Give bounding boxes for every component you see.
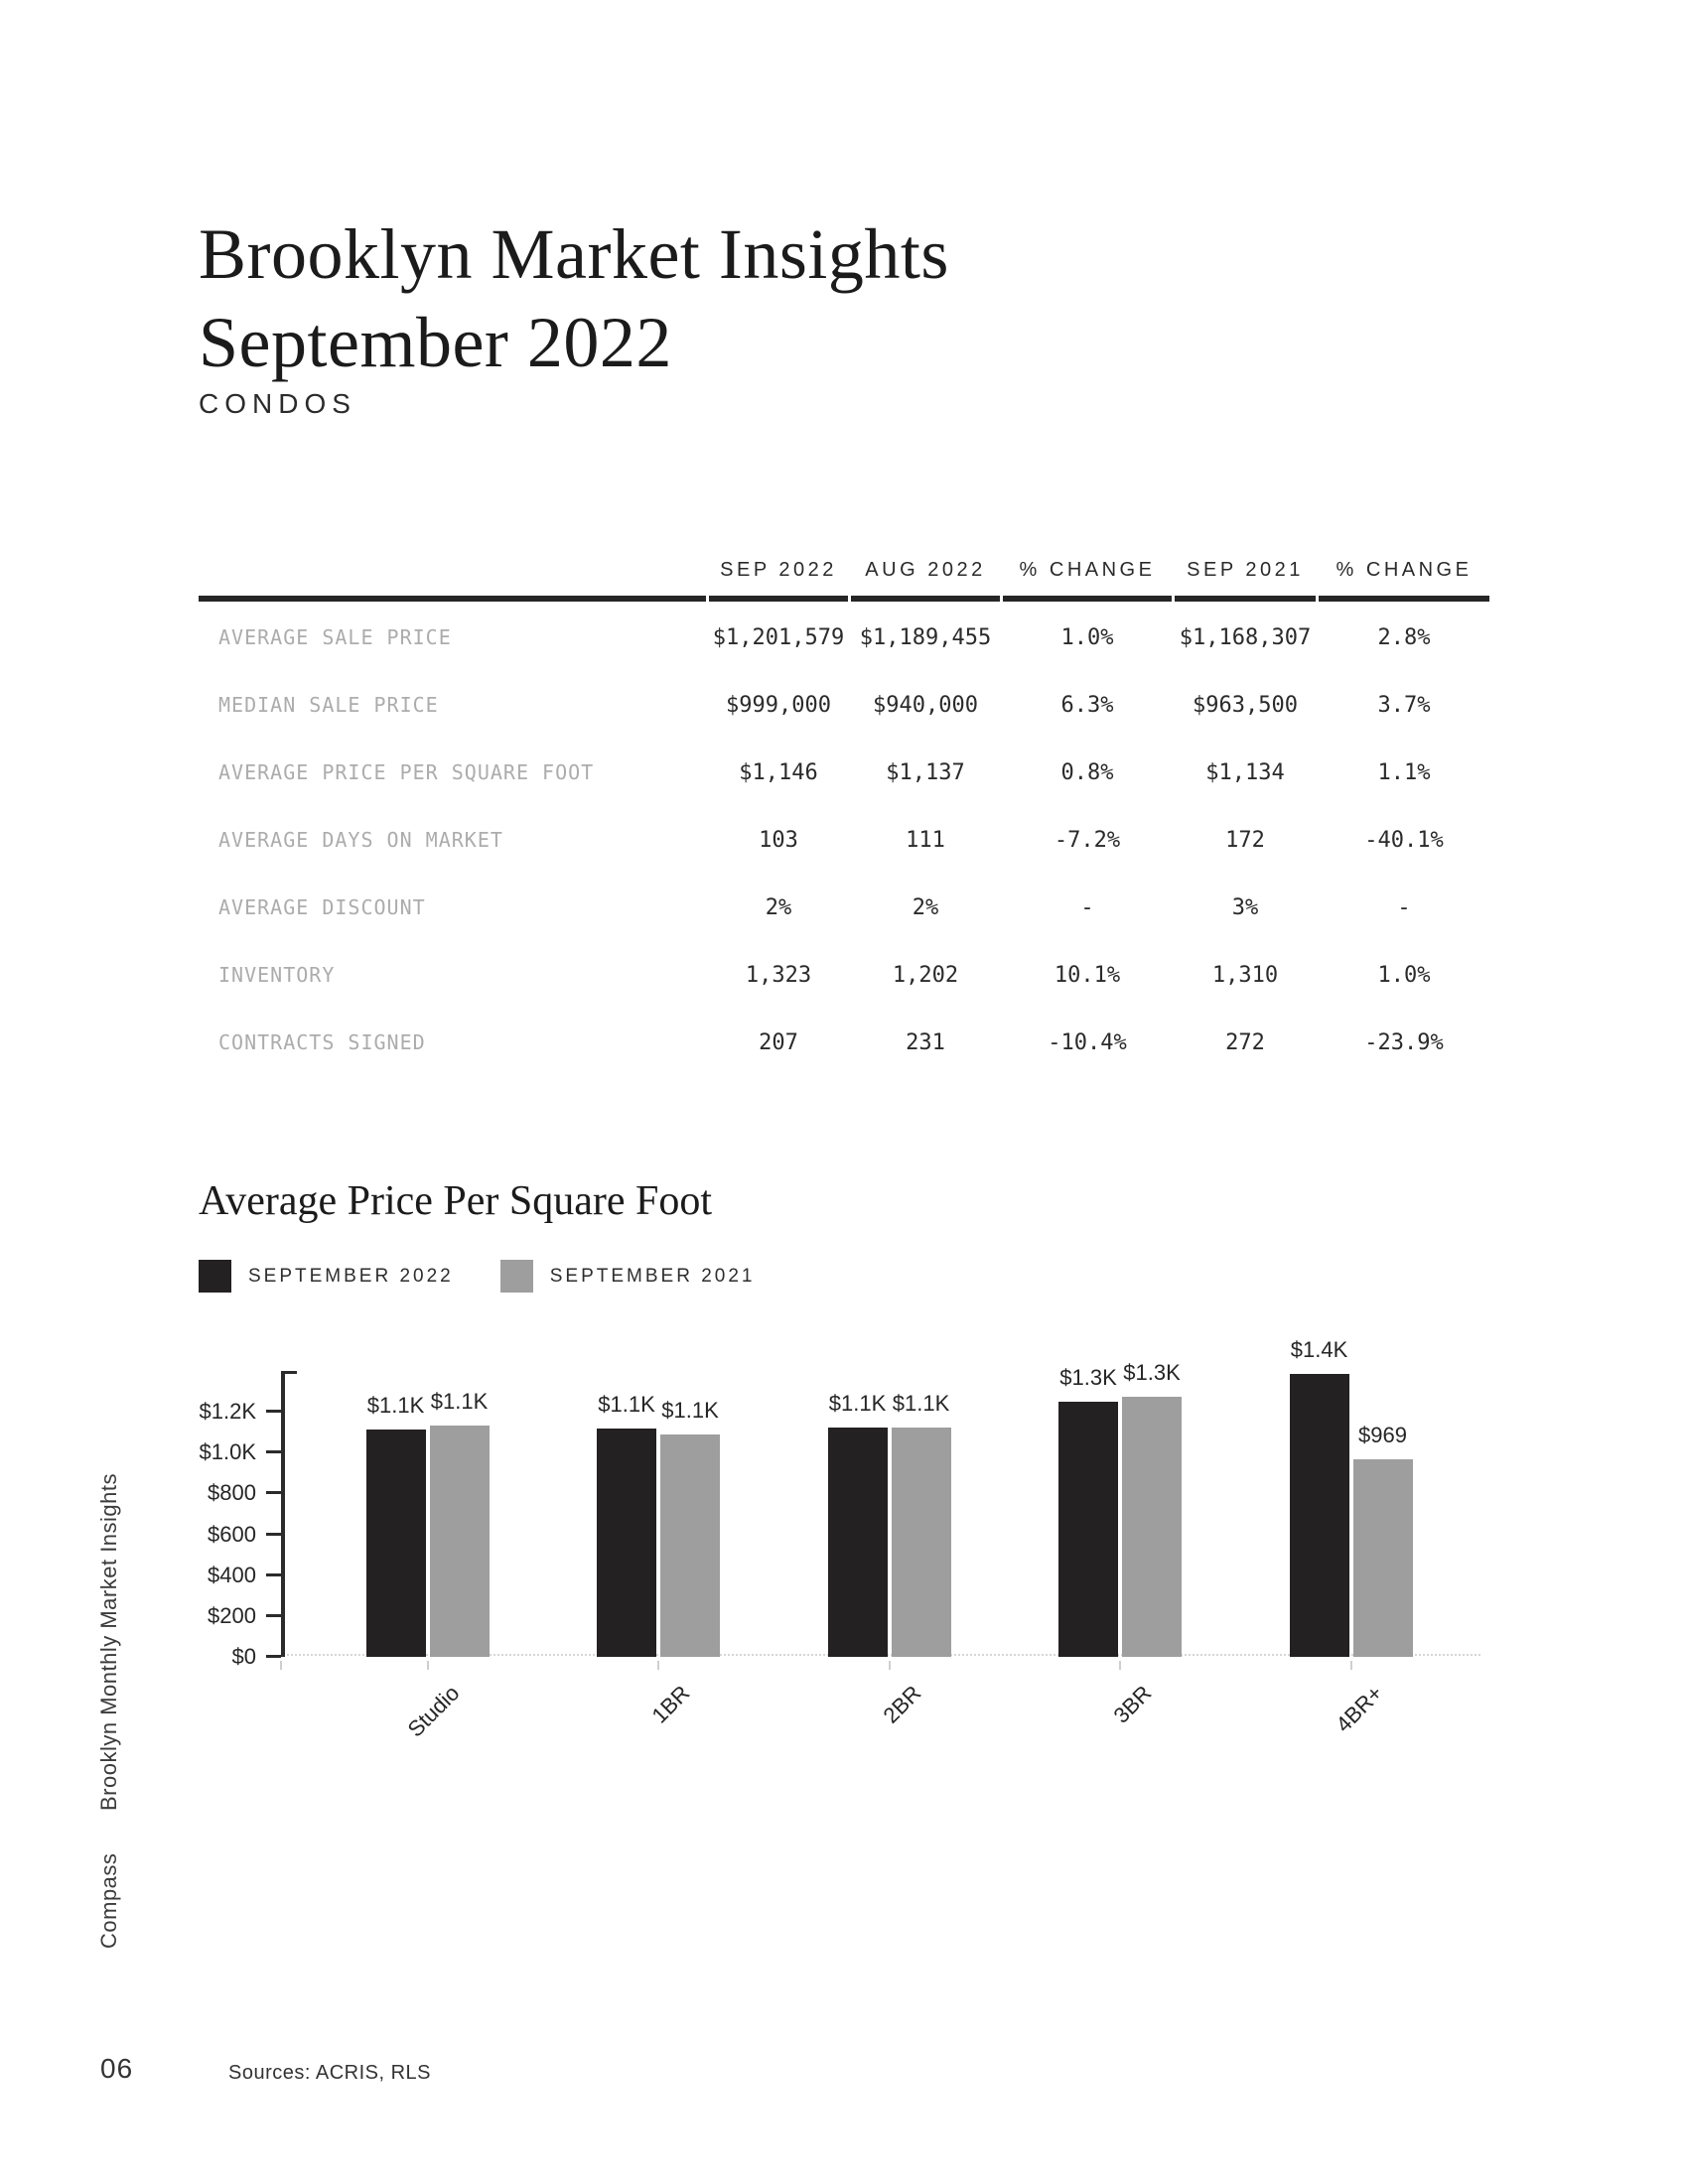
legend-swatch-sep-2022 bbox=[199, 1260, 231, 1293]
row-value: $1,134 bbox=[1205, 759, 1285, 785]
y-axis-tick bbox=[266, 1450, 281, 1453]
bar-value-label: $1.3K bbox=[1123, 1360, 1181, 1385]
chart-baseline bbox=[283, 1654, 1480, 1656]
row-value: 3.7% bbox=[1377, 692, 1431, 718]
header-cell-change-mom: % CHANGE bbox=[1003, 516, 1172, 602]
table-row bbox=[199, 1009, 1489, 1076]
page-number: 06 bbox=[100, 2053, 134, 2084]
row-value: -40.1% bbox=[1364, 827, 1444, 853]
row-value: 103 bbox=[759, 827, 798, 853]
bar-value-label: $1.1K bbox=[661, 1398, 719, 1423]
sources-note: Sources: ACRIS, RLS bbox=[228, 2062, 432, 2084]
bar-value-label: $969 bbox=[1358, 1423, 1407, 1447]
y-axis-tick bbox=[266, 1491, 281, 1494]
row-value: -10.4% bbox=[1048, 1029, 1127, 1055]
chart-title: Average Price Per Square Foot bbox=[199, 1178, 713, 1224]
header-cell-change-yoy: % CHANGE bbox=[1319, 516, 1489, 602]
row-value: 6.3% bbox=[1060, 692, 1114, 718]
x-axis-minor-tick bbox=[1119, 1661, 1121, 1670]
stats-table bbox=[199, 516, 1489, 1076]
row-value: 231 bbox=[906, 1029, 945, 1055]
row-label: INVENTORY bbox=[218, 963, 336, 987]
table-row bbox=[199, 604, 1489, 671]
legend-label-sep-2021: SEPTEMBER 2021 bbox=[549, 1265, 756, 1287]
row-label: CONTRACTS SIGNED bbox=[218, 1030, 426, 1054]
bar-value-label: $1.1K bbox=[366, 1393, 425, 1418]
row-value: 1,202 bbox=[892, 962, 959, 988]
row-value: $1,146 bbox=[739, 759, 818, 785]
row-value: - bbox=[1080, 894, 1094, 920]
bar-value-label: $1.3K bbox=[1059, 1365, 1117, 1390]
table-row bbox=[199, 806, 1489, 874]
x-axis-label: 1BR bbox=[646, 1680, 695, 1728]
row-label: AVERAGE DISCOUNT bbox=[218, 895, 426, 919]
y-axis-top-cap bbox=[281, 1371, 297, 1374]
row-value: 2.8% bbox=[1377, 624, 1431, 650]
row-label: AVERAGE PRICE PER SQUARE FOOT bbox=[218, 760, 595, 784]
bar-sep-2021-4br+ bbox=[1353, 1459, 1413, 1657]
header-cell-empty bbox=[199, 516, 706, 602]
row-value: $1,168,307 bbox=[1179, 624, 1312, 650]
row-value: 207 bbox=[759, 1029, 798, 1055]
x-axis-label: 2BR bbox=[877, 1680, 925, 1728]
row-value: 111 bbox=[906, 827, 945, 853]
row-value: 3% bbox=[1231, 894, 1259, 920]
y-axis-tick-label: $0 bbox=[231, 1644, 256, 1669]
row-value: 2% bbox=[765, 894, 792, 920]
x-axis-minor-tick bbox=[427, 1661, 429, 1670]
page-title-line2: September 2022 bbox=[199, 303, 672, 382]
table-row bbox=[199, 671, 1489, 739]
bar-value-label: $1.1K bbox=[598, 1392, 655, 1417]
bar-value-label: $1.1K bbox=[892, 1391, 950, 1416]
bar-value-label: $1.1K bbox=[828, 1391, 887, 1416]
x-axis-minor-tick bbox=[280, 1661, 282, 1670]
legend-item-sep-2022 bbox=[199, 1260, 454, 1293]
bar-sep-2022-2br bbox=[828, 1428, 888, 1657]
y-axis-tick bbox=[266, 1655, 281, 1658]
x-axis-minor-tick bbox=[1350, 1661, 1352, 1670]
y-axis-tick-label: $200 bbox=[208, 1602, 256, 1628]
bar-value-label: $1.4K bbox=[1290, 1337, 1348, 1362]
table-row bbox=[199, 739, 1489, 806]
legend-swatch-sep-2021 bbox=[500, 1260, 533, 1293]
table-row bbox=[199, 874, 1489, 941]
section-label: CONDOS bbox=[199, 388, 356, 419]
bar-value-label: $1.1K bbox=[430, 1389, 489, 1414]
y-axis-tick-label: $1.0K bbox=[199, 1439, 256, 1465]
y-axis-tick-label: $800 bbox=[208, 1480, 256, 1506]
y-axis-tick-label: $600 bbox=[208, 1521, 256, 1547]
header-cell-aug-2022: AUG 2022 bbox=[851, 516, 1000, 602]
bar-sep-2022-studio bbox=[366, 1430, 426, 1657]
row-value: 1,323 bbox=[745, 962, 812, 988]
bar-sep-2022-4br+ bbox=[1290, 1374, 1349, 1657]
row-value: - bbox=[1397, 894, 1411, 920]
x-axis-label: 3BR bbox=[1108, 1680, 1157, 1728]
page-title-line1: Brooklyn Market Insights bbox=[199, 214, 949, 294]
row-value: $1,189,455 bbox=[859, 624, 992, 650]
bar-sep-2021-2br bbox=[892, 1428, 951, 1657]
row-label: MEDIAN SALE PRICE bbox=[218, 693, 439, 717]
y-axis-tick-label: $1.2K bbox=[199, 1399, 256, 1424]
y-axis-tick bbox=[266, 1614, 281, 1617]
row-value: $963,500 bbox=[1193, 692, 1298, 718]
x-axis-label: Studio bbox=[402, 1680, 464, 1742]
x-axis-label: 4BR+ bbox=[1330, 1680, 1387, 1737]
header-cell-sep-2021: SEP 2021 bbox=[1175, 516, 1316, 602]
y-axis-tick bbox=[266, 1533, 281, 1536]
sidebar-brand: Compass bbox=[96, 1852, 121, 1949]
row-value: 272 bbox=[1225, 1029, 1265, 1055]
x-axis-minor-tick bbox=[657, 1661, 659, 1670]
row-value: $1,201,579 bbox=[712, 624, 845, 650]
sidebar-report-name: Brooklyn Monthly Market Insights bbox=[96, 1472, 121, 1811]
chart-legend bbox=[199, 1260, 756, 1293]
header-cell-sep-2022: SEP 2022 bbox=[709, 516, 848, 602]
x-axis-minor-tick bbox=[889, 1661, 891, 1670]
page-title bbox=[199, 210, 949, 387]
table-row bbox=[199, 941, 1489, 1009]
y-axis-line bbox=[281, 1371, 285, 1657]
legend-label-sep-2022: SEPTEMBER 2022 bbox=[248, 1265, 454, 1287]
y-axis-tick bbox=[266, 1410, 281, 1413]
row-value: 10.1% bbox=[1054, 962, 1121, 988]
row-value: 1.0% bbox=[1377, 962, 1431, 988]
legend-item-sep-2021 bbox=[500, 1260, 756, 1293]
row-value: 1.0% bbox=[1060, 624, 1114, 650]
bar-sep-2021-studio bbox=[430, 1426, 490, 1657]
row-value: 0.8% bbox=[1060, 759, 1114, 785]
stats-table-body bbox=[199, 602, 1489, 1076]
row-value: $940,000 bbox=[873, 692, 978, 718]
row-value: $999,000 bbox=[726, 692, 831, 718]
row-value: $1,137 bbox=[886, 759, 965, 785]
stats-table-header bbox=[199, 516, 1489, 602]
row-label: AVERAGE SALE PRICE bbox=[218, 625, 452, 649]
row-value: 1,310 bbox=[1211, 962, 1279, 988]
bar-sep-2022-3br bbox=[1058, 1402, 1118, 1657]
row-value: -7.2% bbox=[1054, 827, 1121, 853]
y-axis-tick-label: $400 bbox=[208, 1562, 256, 1587]
row-value: 172 bbox=[1225, 827, 1265, 853]
bar-sep-2021-1br bbox=[660, 1434, 720, 1657]
bar-sep-2022-1br bbox=[597, 1429, 656, 1657]
bar-sep-2021-3br bbox=[1122, 1397, 1182, 1657]
y-axis-tick bbox=[266, 1573, 281, 1576]
row-value: -23.9% bbox=[1364, 1029, 1444, 1055]
row-value: 1.1% bbox=[1377, 759, 1431, 785]
row-value: 2% bbox=[912, 894, 939, 920]
row-label: AVERAGE DAYS ON MARKET bbox=[218, 828, 503, 852]
